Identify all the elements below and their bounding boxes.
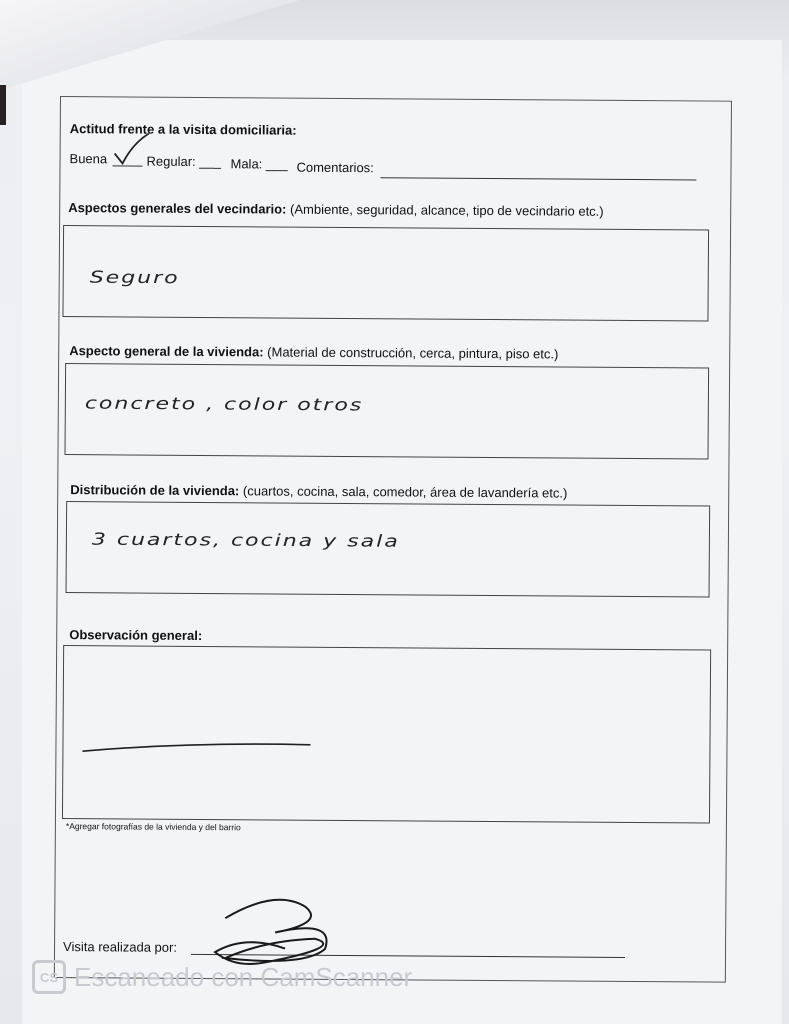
attitude-mala-label: Mala: ___ [230, 156, 288, 172]
form-frame [54, 96, 732, 983]
housing-handwritten: concreto , color otros [84, 394, 364, 415]
observation-footnote: *Agregar fotografías de la vivienda y del barrio [65, 821, 241, 833]
attitude-comentarios-label: Comentarios: [296, 159, 374, 176]
visit-label: Visita realizada por: [63, 939, 178, 955]
attitude-title: Actitud frente a la visita domiciliaria: [69, 121, 297, 138]
distribution-handwritten: 3 cuartos, cocina y sala [91, 530, 400, 552]
neighborhood-title: Aspectos generales del vecindario: (Ambiente, seguridad, alcance, tipo de vecindario etc.) [68, 200, 604, 219]
distribution-title: Distribución de la vivienda: (cuartos, cocina, sala, comedor, área de lavandería etc.) [70, 482, 568, 501]
observation-title: Observación general: [69, 627, 203, 644]
check-mark-icon [111, 131, 151, 167]
comentarios-line [380, 177, 696, 180]
attitude-regular-label: Regular: ___ [146, 153, 222, 170]
watermark-text: Escaneado con CamScanner [74, 961, 413, 992]
neighborhood-handwritten: Seguro [89, 268, 180, 288]
camscanner-logo-icon: CS [32, 960, 66, 994]
attitude-buena-label: Buena [69, 151, 108, 167]
observation-box [62, 645, 711, 824]
camscanner-watermark [32, 960, 412, 994]
housing-title: Aspecto general de la vivienda: (Material de construcción, cerca, pintura, piso etc.) [69, 343, 559, 362]
dark-edge [0, 85, 6, 125]
observation-stroke [80, 737, 320, 759]
